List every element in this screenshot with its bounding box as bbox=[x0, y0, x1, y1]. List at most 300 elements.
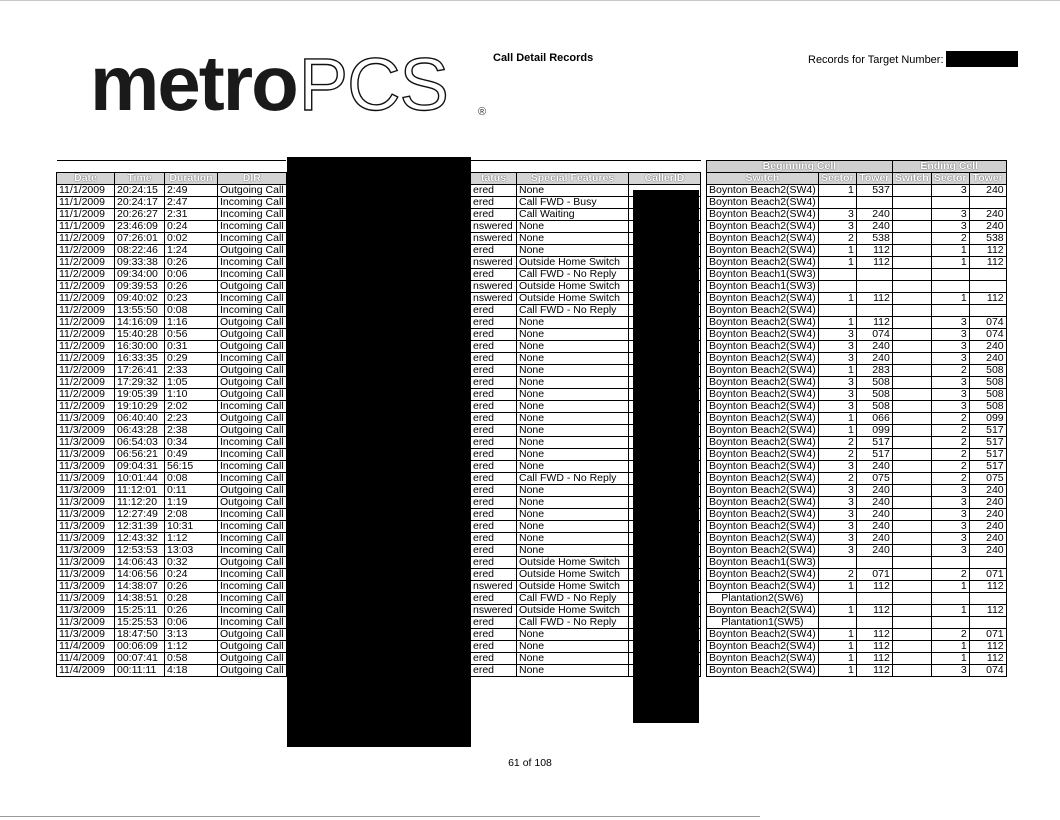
table-cell: 11:12:20 bbox=[115, 497, 165, 509]
table-cell: 074 bbox=[856, 329, 892, 341]
table-cell: 240 bbox=[856, 341, 892, 353]
table-cell: Boynton Beach2(SW4) bbox=[707, 197, 819, 209]
table-cell: 11/3/2009 bbox=[57, 437, 115, 449]
table-cell: ered bbox=[471, 245, 517, 257]
table-cell: Incoming Call bbox=[218, 581, 287, 593]
table-cell bbox=[818, 305, 856, 317]
table-cell: None bbox=[517, 245, 629, 257]
table-cell: Plantation2(SW6) bbox=[707, 593, 819, 605]
table-cell: 11/3/2009 bbox=[57, 461, 115, 473]
table-cell: Boynton Beach2(SW4) bbox=[707, 473, 819, 485]
target-label: Records for Target Number: bbox=[808, 54, 944, 66]
table-cell: 3 bbox=[818, 329, 856, 341]
table-cell: 1 bbox=[931, 581, 969, 593]
table-row bbox=[57, 221, 287, 233]
table-cell: Boynton Beach1(SW3) bbox=[707, 281, 819, 293]
table-cell: Outside Home Switch bbox=[517, 569, 629, 581]
table-cell: 112 bbox=[969, 245, 1006, 257]
table-cell: Boynton Beach2(SW4) bbox=[707, 629, 819, 641]
table-cell: 1 bbox=[818, 257, 856, 269]
table-row bbox=[707, 437, 1007, 449]
table-cell: 099 bbox=[969, 413, 1006, 425]
table-cell: 11/2/2009 bbox=[57, 353, 115, 365]
table-cell: Call FWD - No Reply bbox=[517, 305, 629, 317]
table-cell: nswered bbox=[471, 581, 517, 593]
table-cell: 0:08 bbox=[165, 305, 218, 317]
table-cell bbox=[931, 269, 969, 281]
table-cell: 1 bbox=[818, 629, 856, 641]
table-cell: Outgoing Call bbox=[218, 413, 287, 425]
table-cell: Boynton Beach2(SW4) bbox=[707, 293, 819, 305]
table-cell: Boynton Beach2(SW4) bbox=[707, 449, 819, 461]
table-cell: 074 bbox=[969, 317, 1006, 329]
table-cell: 3 bbox=[818, 209, 856, 221]
table-cell bbox=[969, 281, 1006, 293]
table-row bbox=[707, 449, 1007, 461]
table-cell: Incoming Call bbox=[218, 569, 287, 581]
table-cell: 3 bbox=[818, 533, 856, 545]
table-cell: Boynton Beach2(SW4) bbox=[707, 233, 819, 245]
col-dir: DIR bbox=[218, 173, 287, 185]
table-cell: Incoming Call bbox=[218, 617, 287, 629]
table-cell: Boynton Beach2(SW4) bbox=[707, 605, 819, 617]
table-cell: 283 bbox=[856, 365, 892, 377]
table-cell bbox=[856, 269, 892, 281]
table-cell: ered bbox=[471, 509, 517, 521]
bottom-rule bbox=[0, 816, 760, 817]
table-cell: 3 bbox=[818, 461, 856, 473]
table-cell: nswered bbox=[471, 233, 517, 245]
table-cell: ered bbox=[471, 209, 517, 221]
table-cell: 240 bbox=[856, 485, 892, 497]
table-cell: 240 bbox=[969, 521, 1006, 533]
table-cell: Boynton Beach2(SW4) bbox=[707, 221, 819, 233]
page-number: 61 of 108 bbox=[508, 757, 552, 769]
table-row bbox=[707, 485, 1007, 497]
table-cell: 11/3/2009 bbox=[57, 545, 115, 557]
table-cell: Boynton Beach2(SW4) bbox=[707, 377, 819, 389]
table-row bbox=[707, 401, 1007, 413]
table-cell bbox=[892, 557, 931, 569]
table-cell: ered bbox=[471, 317, 517, 329]
table-cell: None bbox=[517, 497, 629, 509]
table-cell: ered bbox=[471, 473, 517, 485]
table-cell: None bbox=[517, 653, 629, 665]
table-cell: 11/3/2009 bbox=[57, 521, 115, 533]
table-cell: 1:24 bbox=[165, 245, 218, 257]
header-spacer bbox=[471, 161, 701, 173]
table-cell: 3 bbox=[818, 341, 856, 353]
table-cell: 240 bbox=[856, 353, 892, 365]
table-cell bbox=[856, 557, 892, 569]
table-cell bbox=[818, 617, 856, 629]
table-cell: 1 bbox=[818, 413, 856, 425]
table-cell: Outgoing Call bbox=[218, 245, 287, 257]
table-cell: 1 bbox=[818, 581, 856, 593]
table-cell: ered bbox=[471, 665, 517, 677]
table-cell: ered bbox=[471, 629, 517, 641]
table-row bbox=[57, 209, 287, 221]
table-row bbox=[707, 461, 1007, 473]
table-cell: 112 bbox=[856, 641, 892, 653]
col-duration: Duration bbox=[165, 173, 218, 185]
table-cell: None bbox=[517, 377, 629, 389]
table-cell: Boynton Beach2(SW4) bbox=[707, 365, 819, 377]
table-cell bbox=[892, 281, 931, 293]
table-row bbox=[57, 461, 287, 473]
table-cell bbox=[892, 533, 931, 545]
table-row bbox=[57, 185, 287, 197]
table-cell: 1:12 bbox=[165, 533, 218, 545]
table-cell: ered bbox=[471, 617, 517, 629]
table-cell: 11/3/2009 bbox=[57, 485, 115, 497]
table-cell: 11/2/2009 bbox=[57, 269, 115, 281]
table-cell: 00:06:09 bbox=[115, 641, 165, 653]
table-cell: 0:23 bbox=[165, 293, 218, 305]
table-cell: 1:10 bbox=[165, 389, 218, 401]
table-cell bbox=[892, 341, 931, 353]
table-cell: ered bbox=[471, 485, 517, 497]
col-date: Date bbox=[57, 173, 115, 185]
table-cell: Outgoing Call bbox=[218, 557, 287, 569]
table-cell bbox=[892, 641, 931, 653]
table-cell: 240 bbox=[856, 533, 892, 545]
table-cell bbox=[892, 413, 931, 425]
table-cell: 112 bbox=[856, 665, 892, 677]
table-cell bbox=[931, 593, 969, 605]
records-table-right bbox=[706, 160, 1007, 677]
table-cell: None bbox=[517, 185, 629, 197]
table-cell: 15:25:53 bbox=[115, 617, 165, 629]
table-cell: 3 bbox=[931, 485, 969, 497]
table-cell: 3 bbox=[818, 401, 856, 413]
table-cell: None bbox=[517, 485, 629, 497]
table-cell: 17:26:41 bbox=[115, 365, 165, 377]
table-cell: Outgoing Call bbox=[218, 377, 287, 389]
table-cell: ered bbox=[471, 365, 517, 377]
table-cell: 11/3/2009 bbox=[57, 617, 115, 629]
table-row bbox=[57, 365, 287, 377]
document-title: Call Detail Records bbox=[493, 52, 594, 64]
table-row bbox=[57, 653, 287, 665]
table-cell: 075 bbox=[856, 473, 892, 485]
table-row bbox=[57, 269, 287, 281]
table-cell: Incoming Call bbox=[218, 353, 287, 365]
table-cell: 112 bbox=[856, 653, 892, 665]
table-cell: Incoming Call bbox=[218, 269, 287, 281]
table-cell: Outside Home Switch bbox=[517, 605, 629, 617]
table-cell: ered bbox=[471, 497, 517, 509]
table-cell: 538 bbox=[969, 233, 1006, 245]
table-cell: ered bbox=[471, 461, 517, 473]
table-cell: 3 bbox=[931, 317, 969, 329]
table-cell: 11/2/2009 bbox=[57, 401, 115, 413]
table-cell: Boynton Beach2(SW4) bbox=[707, 245, 819, 257]
logo-metro-text: metro bbox=[90, 39, 297, 127]
table-cell: 3 bbox=[931, 665, 969, 677]
table-cell: Boynton Beach2(SW4) bbox=[707, 641, 819, 653]
table-cell: 23:46:09 bbox=[115, 221, 165, 233]
table-cell: Outgoing Call bbox=[218, 653, 287, 665]
table-cell: 1:05 bbox=[165, 377, 218, 389]
table-cell: 0:26 bbox=[165, 281, 218, 293]
table-row bbox=[707, 245, 1007, 257]
group-ending-cell: Ending Cell bbox=[892, 161, 1006, 173]
table-cell: None bbox=[517, 317, 629, 329]
table-cell: 3 bbox=[931, 185, 969, 197]
table-cell bbox=[892, 329, 931, 341]
table-cell bbox=[892, 617, 931, 629]
table-row bbox=[707, 329, 1007, 341]
table-cell: 240 bbox=[969, 341, 1006, 353]
table-cell: 10:31 bbox=[165, 521, 218, 533]
table-cell: Boynton Beach2(SW4) bbox=[707, 437, 819, 449]
table-cell: 2:49 bbox=[165, 185, 218, 197]
table-cell: Outgoing Call bbox=[218, 341, 287, 353]
table-cell: 240 bbox=[969, 221, 1006, 233]
table-cell: ered bbox=[471, 545, 517, 557]
table-cell: Outgoing Call bbox=[218, 365, 287, 377]
table-row bbox=[57, 593, 287, 605]
table-cell: 0:34 bbox=[165, 437, 218, 449]
table-cell: 3 bbox=[818, 545, 856, 557]
table-cell: Outgoing Call bbox=[218, 281, 287, 293]
table-row bbox=[57, 317, 287, 329]
table-cell: 2 bbox=[931, 413, 969, 425]
table-cell bbox=[892, 317, 931, 329]
table-cell: None bbox=[517, 461, 629, 473]
table-cell: 11/1/2009 bbox=[57, 185, 115, 197]
table-cell bbox=[892, 221, 931, 233]
table-cell: ered bbox=[471, 377, 517, 389]
table-cell: ered bbox=[471, 569, 517, 581]
table-row bbox=[707, 653, 1007, 665]
table-cell: 2:02 bbox=[165, 401, 218, 413]
table-row bbox=[707, 197, 1007, 209]
table-cell: None bbox=[517, 233, 629, 245]
table-cell: 1 bbox=[931, 641, 969, 653]
table-cell: Call FWD - No Reply bbox=[517, 269, 629, 281]
table-cell: Incoming Call bbox=[218, 401, 287, 413]
table-row bbox=[57, 473, 287, 485]
table-cell: 240 bbox=[969, 545, 1006, 557]
table-cell: Incoming Call bbox=[218, 521, 287, 533]
table-cell: 517 bbox=[856, 437, 892, 449]
table-cell: 14:38:51 bbox=[115, 593, 165, 605]
table-cell: ered bbox=[471, 341, 517, 353]
table-cell: ered bbox=[471, 653, 517, 665]
table-cell: 1:19 bbox=[165, 497, 218, 509]
table-row bbox=[707, 377, 1007, 389]
table-cell: 071 bbox=[969, 569, 1006, 581]
col-switch: Switch bbox=[707, 173, 819, 185]
table-cell: 0:31 bbox=[165, 341, 218, 353]
table-row bbox=[57, 281, 287, 293]
table-cell: 538 bbox=[856, 233, 892, 245]
table-cell: 2 bbox=[818, 473, 856, 485]
table-cell: 240 bbox=[856, 209, 892, 221]
table-cell bbox=[818, 593, 856, 605]
table-cell: 3 bbox=[931, 341, 969, 353]
table-row bbox=[57, 233, 287, 245]
table-cell: 3 bbox=[818, 221, 856, 233]
table-cell bbox=[969, 197, 1006, 209]
table-cell: ered bbox=[471, 389, 517, 401]
table-cell: 2 bbox=[818, 569, 856, 581]
table-row bbox=[707, 605, 1007, 617]
redaction-block bbox=[633, 190, 699, 723]
table-cell: ered bbox=[471, 533, 517, 545]
table-cell: nswered bbox=[471, 257, 517, 269]
table-cell: 17:29:32 bbox=[115, 377, 165, 389]
table-cell: Call FWD - Busy bbox=[517, 197, 629, 209]
table-cell: 074 bbox=[969, 665, 1006, 677]
table-cell: Boynton Beach2(SW4) bbox=[707, 401, 819, 413]
table-cell: 00:11:11 bbox=[115, 665, 165, 677]
table-cell: 517 bbox=[969, 425, 1006, 437]
table-cell: Incoming Call bbox=[218, 257, 287, 269]
table-cell: 14:06:43 bbox=[115, 557, 165, 569]
table-cell: None bbox=[517, 521, 629, 533]
table-cell: 1 bbox=[818, 185, 856, 197]
table-row bbox=[707, 221, 1007, 233]
table-cell bbox=[969, 557, 1006, 569]
table-cell: 11/3/2009 bbox=[57, 581, 115, 593]
table-cell: 1 bbox=[818, 293, 856, 305]
table-cell: Incoming Call bbox=[218, 209, 287, 221]
table-cell: Boynton Beach2(SW4) bbox=[707, 413, 819, 425]
table-cell bbox=[892, 473, 931, 485]
table-cell: Boynton Beach2(SW4) bbox=[707, 317, 819, 329]
table-cell bbox=[892, 305, 931, 317]
table-cell: 240 bbox=[856, 509, 892, 521]
table-cell: 2:47 bbox=[165, 197, 218, 209]
table-cell: 11/3/2009 bbox=[57, 533, 115, 545]
table-cell: nswered bbox=[471, 293, 517, 305]
records-table-left bbox=[56, 160, 287, 677]
table-row bbox=[57, 521, 287, 533]
table-cell: Boynton Beach2(SW4) bbox=[707, 461, 819, 473]
table-row bbox=[707, 509, 1007, 521]
table-cell: Boynton Beach2(SW4) bbox=[707, 341, 819, 353]
table-cell: 1 bbox=[818, 653, 856, 665]
table-row bbox=[707, 665, 1007, 677]
table-cell: 14:38:07 bbox=[115, 581, 165, 593]
table-cell: 3 bbox=[818, 389, 856, 401]
table-cell: Outgoing Call bbox=[218, 329, 287, 341]
table-cell: 1 bbox=[818, 365, 856, 377]
table-row bbox=[57, 305, 287, 317]
table-cell bbox=[892, 257, 931, 269]
table-cell: 00:07:41 bbox=[115, 653, 165, 665]
table-cell: 0:24 bbox=[165, 569, 218, 581]
table-cell: Incoming Call bbox=[218, 533, 287, 545]
table-cell: Call FWD - No Reply bbox=[517, 473, 629, 485]
table-cell: 11/1/2009 bbox=[57, 209, 115, 221]
table-cell bbox=[969, 305, 1006, 317]
table-cell: Boynton Beach2(SW4) bbox=[707, 533, 819, 545]
table-cell: 112 bbox=[969, 653, 1006, 665]
table-cell: 112 bbox=[969, 293, 1006, 305]
table-row bbox=[57, 617, 287, 629]
table-cell: Incoming Call bbox=[218, 305, 287, 317]
table-cell: 2 bbox=[931, 629, 969, 641]
table-cell: 075 bbox=[969, 473, 1006, 485]
table-cell: Outgoing Call bbox=[218, 185, 287, 197]
table-row bbox=[57, 605, 287, 617]
table-row bbox=[707, 581, 1007, 593]
table-row bbox=[57, 245, 287, 257]
table-cell: None bbox=[517, 425, 629, 437]
table-cell: 517 bbox=[969, 449, 1006, 461]
table-row bbox=[57, 641, 287, 653]
table-cell: 11/3/2009 bbox=[57, 413, 115, 425]
table-row bbox=[57, 509, 287, 521]
table-cell: 0:28 bbox=[165, 593, 218, 605]
header-spacer bbox=[57, 161, 287, 173]
table-cell: Call FWD - No Reply bbox=[517, 617, 629, 629]
table-cell: 12:27:49 bbox=[115, 509, 165, 521]
table-cell: 1 bbox=[931, 245, 969, 257]
table-cell: None bbox=[517, 341, 629, 353]
table-cell: 508 bbox=[969, 389, 1006, 401]
table-cell: 240 bbox=[969, 509, 1006, 521]
table-cell: 099 bbox=[856, 425, 892, 437]
table-cell: Boynton Beach2(SW4) bbox=[707, 425, 819, 437]
table-cell bbox=[892, 197, 931, 209]
table-cell: 1 bbox=[818, 605, 856, 617]
table-cell: 240 bbox=[969, 497, 1006, 509]
table-cell: 2 bbox=[818, 449, 856, 461]
table-cell: 2 bbox=[931, 233, 969, 245]
table-cell bbox=[931, 305, 969, 317]
metropcs-logo bbox=[90, 39, 487, 127]
table-cell bbox=[969, 617, 1006, 629]
table-cell bbox=[931, 197, 969, 209]
table-cell: 537 bbox=[856, 185, 892, 197]
table-cell: 3 bbox=[931, 221, 969, 233]
table-cell: 11/2/2009 bbox=[57, 377, 115, 389]
right-body bbox=[707, 185, 1007, 677]
table-cell: 240 bbox=[969, 485, 1006, 497]
table-cell: 0:11 bbox=[165, 485, 218, 497]
table-cell: 1:16 bbox=[165, 317, 218, 329]
table-cell: Outgoing Call bbox=[218, 485, 287, 497]
table-cell bbox=[931, 557, 969, 569]
table-cell: 071 bbox=[856, 569, 892, 581]
table-cell: 06:54:03 bbox=[115, 437, 165, 449]
table-cell: 07:26:01 bbox=[115, 233, 165, 245]
table-row bbox=[57, 413, 287, 425]
table-row bbox=[707, 293, 1007, 305]
table-row bbox=[707, 317, 1007, 329]
table-cell: ered bbox=[471, 521, 517, 533]
table-cell: ered bbox=[471, 185, 517, 197]
table-cell: 112 bbox=[969, 257, 1006, 269]
table-cell: ered bbox=[471, 305, 517, 317]
table-cell: 3 bbox=[931, 353, 969, 365]
table-row bbox=[57, 533, 287, 545]
table-cell: 10:01:44 bbox=[115, 473, 165, 485]
table-cell bbox=[931, 617, 969, 629]
table-row bbox=[57, 389, 287, 401]
table-cell: 240 bbox=[856, 497, 892, 509]
table-cell bbox=[892, 245, 931, 257]
table-cell: None bbox=[517, 509, 629, 521]
table-cell bbox=[892, 365, 931, 377]
table-cell: Boynton Beach2(SW4) bbox=[707, 497, 819, 509]
table-cell: Incoming Call bbox=[218, 293, 287, 305]
